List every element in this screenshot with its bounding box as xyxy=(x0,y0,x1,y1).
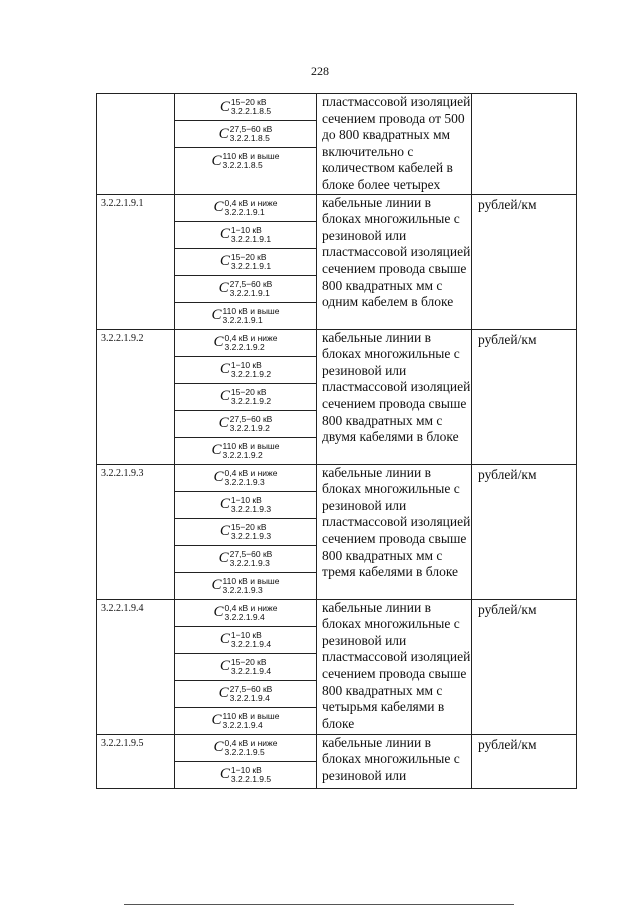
unit-label: рублей/км xyxy=(478,601,537,617)
table-row xyxy=(97,94,577,195)
unit-cell xyxy=(472,194,577,329)
rate-symbol xyxy=(214,199,278,217)
tariff-table-body xyxy=(97,94,577,789)
unit-label: рублей/км xyxy=(478,466,537,482)
rate-symbol-letter: C xyxy=(218,415,229,432)
symbol-index: 3.2.2.1.9.1 xyxy=(230,233,272,244)
rate-symbol-letter: C xyxy=(219,361,230,378)
item-code: 3.2.2.1.9.3 xyxy=(101,467,144,479)
rate-symbol xyxy=(212,577,280,595)
voltage-label: 27,5−60 кВ xyxy=(229,548,273,559)
rate-symbol xyxy=(214,739,278,757)
symbol-index: 3.2.2.1.9.3 xyxy=(222,584,263,595)
symbol-index: 3.2.2.1.9.4 xyxy=(230,665,272,676)
rate-symbol xyxy=(214,469,278,487)
rate-symbol-indices xyxy=(231,658,271,676)
voltage-label: 110 кВ и выше xyxy=(222,151,280,161)
rate-symbol xyxy=(219,280,273,298)
voltage-label: 27,5−60 кВ xyxy=(229,413,273,424)
rate-symbol-indices xyxy=(223,442,280,460)
symbol-index: 3.2.2.1.9.1 xyxy=(222,314,263,325)
symbol-line xyxy=(175,411,316,438)
voltage-label: 110 кВ и выше xyxy=(222,710,280,721)
item-description: кабельные линии в блоках многожильные с резиновой или пластмассовой изоляцией сечением провода свыше 800 квадратных мм с одним кабелем в блоке xyxy=(322,194,471,310)
voltage-label: 1−10 кВ xyxy=(230,224,262,235)
symbol-list xyxy=(175,600,316,734)
unit-cell xyxy=(472,734,577,788)
rate-symbol-letter: C xyxy=(211,712,222,729)
rate-symbol-letter: C xyxy=(213,334,224,351)
symbol-index: 3.2.2.1.9.3 xyxy=(230,530,272,541)
table-row xyxy=(97,599,577,734)
unit-label: рублей/км xyxy=(478,736,537,752)
rate-symbol-indices xyxy=(225,604,278,622)
rate-symbol-indices xyxy=(231,361,271,379)
rate-symbol-letter: C xyxy=(219,226,230,243)
symbol-index: 3.2.2.1.9.4 xyxy=(222,719,263,730)
symbol-line xyxy=(175,438,316,464)
rate-symbol-letter: C xyxy=(219,658,230,675)
symbol-index: 3.2.2.1.9.4 xyxy=(224,611,265,622)
rate-symbol-letter: C xyxy=(213,469,224,486)
rate-symbol-letter: C xyxy=(219,388,230,405)
table-row xyxy=(97,464,577,599)
voltage-label: 15−20 кВ xyxy=(230,656,267,667)
rate-symbol xyxy=(220,388,271,406)
rate-symbol-indices xyxy=(231,766,271,784)
rate-symbol-letter: C xyxy=(213,604,224,621)
item-code: 3.2.2.1.9.1 xyxy=(101,197,144,209)
rate-symbol xyxy=(220,361,271,379)
symbol-cell xyxy=(175,734,317,788)
voltage-label: 0,4 кВ и ниже xyxy=(224,737,278,748)
voltage-label: 27,5−60 кВ xyxy=(229,124,273,134)
symbol-cell xyxy=(175,329,317,464)
symbol-line xyxy=(175,519,316,546)
rate-symbol-letter: C xyxy=(213,739,224,756)
rate-symbol-letter: C xyxy=(218,280,229,297)
symbol-index: 3.2.2.1.8.5 xyxy=(229,133,270,143)
rate-symbol xyxy=(212,442,280,460)
symbol-line xyxy=(175,762,316,788)
symbol-index: 3.2.2.1.8.5 xyxy=(230,106,272,116)
rate-symbol-letter: C xyxy=(219,496,230,513)
symbol-cell xyxy=(175,599,317,734)
item-description: пластмассовой изоляцией сечением провода от 500 до 800 квадратных мм включительно с количеством кабелей в блоке более четырех xyxy=(322,94,471,192)
table-row xyxy=(97,194,577,329)
symbol-line xyxy=(175,654,316,681)
symbol-index: 3.2.2.1.9.5 xyxy=(224,746,265,757)
code-cell xyxy=(97,94,175,195)
rate-symbol xyxy=(220,658,271,676)
rate-symbol-indices xyxy=(230,685,273,703)
symbol-index: 3.2.2.1.9.1 xyxy=(229,287,270,298)
rate-symbol-indices xyxy=(231,523,271,541)
rate-symbol-indices xyxy=(225,334,278,352)
rate-symbol xyxy=(220,523,271,541)
symbol-cell xyxy=(175,194,317,329)
tariff-table xyxy=(96,93,577,789)
rate-symbol-indices xyxy=(223,712,280,730)
voltage-label: 27,5−60 кВ xyxy=(229,683,273,694)
symbol-list xyxy=(175,735,316,788)
symbol-line xyxy=(175,121,316,148)
symbol-line xyxy=(175,384,316,411)
symbol-index: 3.2.2.1.9.2 xyxy=(230,368,272,379)
rate-symbol-indices xyxy=(231,226,271,244)
voltage-label: 1−10 кВ xyxy=(230,764,262,775)
item-code: 3.2.2.1.9.4 xyxy=(101,602,144,614)
voltage-label: 1−10 кВ xyxy=(230,494,262,505)
rate-symbol-indices xyxy=(223,577,280,595)
item-code: 3.2.2.1.9.5 xyxy=(101,737,144,749)
page-number: 228 xyxy=(311,64,329,78)
rate-symbol xyxy=(219,550,273,568)
rate-symbol-indices xyxy=(223,152,280,170)
symbol-line xyxy=(175,546,316,573)
symbol-list xyxy=(175,94,316,174)
unit-label: рублей/км xyxy=(478,331,537,347)
rate-symbol-indices xyxy=(223,307,280,325)
rate-symbol-letter: C xyxy=(219,523,230,540)
item-code: 3.2.2.1.9.2 xyxy=(101,332,144,344)
symbol-index: 3.2.2.1.9.1 xyxy=(224,206,265,217)
description-cell xyxy=(317,599,472,734)
symbol-line xyxy=(175,330,316,357)
symbol-line xyxy=(175,303,316,329)
code-cell xyxy=(97,464,175,599)
voltage-label: 110 кВ и выше xyxy=(222,305,280,316)
voltage-label: 15−20 кВ xyxy=(230,251,267,262)
rate-symbol xyxy=(220,496,271,514)
description-cell xyxy=(317,194,472,329)
voltage-label: 15−20 кВ xyxy=(230,521,267,532)
symbol-index: 3.2.2.1.9.2 xyxy=(224,341,265,352)
symbol-index: 3.2.2.1.9.5 xyxy=(230,773,272,784)
voltage-label: 1−10 кВ xyxy=(230,359,262,370)
unit-cell xyxy=(472,94,577,195)
voltage-label: 15−20 кВ xyxy=(230,97,267,107)
symbol-line xyxy=(175,148,316,174)
symbol-line xyxy=(175,357,316,384)
table-row xyxy=(97,734,577,788)
code-cell xyxy=(97,599,175,734)
symbol-line xyxy=(175,708,316,734)
voltage-label: 0,4 кВ и ниже xyxy=(224,467,278,478)
unit-cell xyxy=(472,329,577,464)
item-description: кабельные линии в блоках многожильные с резиновой или пластмассовой изоляцией сечением провода свыше 800 квадратных мм с четырьмя кабелями в блоке xyxy=(322,599,471,731)
symbol-line xyxy=(175,94,316,121)
symbol-cell xyxy=(175,464,317,599)
unit-cell xyxy=(472,464,577,599)
description-cell xyxy=(317,94,472,195)
symbol-index: 3.2.2.1.9.3 xyxy=(229,557,270,568)
rate-symbol-letter: C xyxy=(219,631,230,648)
rate-symbol-indices xyxy=(231,253,271,271)
symbol-index: 3.2.2.1.9.1 xyxy=(230,260,272,271)
rate-symbol-indices xyxy=(230,550,273,568)
unit-label: рублей/км xyxy=(478,196,537,212)
item-code xyxy=(97,94,174,97)
item-description: кабельные линии в блоках многожильные с резиновой или xyxy=(322,734,460,783)
rate-symbol-letter: C xyxy=(218,685,229,702)
rate-symbol-indices xyxy=(230,415,273,433)
unit-label xyxy=(472,94,576,96)
symbol-line xyxy=(175,249,316,276)
voltage-label: 0,4 кВ и ниже xyxy=(224,602,278,613)
rate-symbol-letter: C xyxy=(219,766,230,783)
symbol-index: 3.2.2.1.9.4 xyxy=(229,692,270,703)
voltage-label: 15−20 кВ xyxy=(230,386,267,397)
rate-symbol-indices xyxy=(231,388,271,406)
symbol-line xyxy=(175,492,316,519)
rate-symbol-indices xyxy=(225,199,278,217)
rate-symbol-indices xyxy=(230,280,273,298)
rate-symbol xyxy=(220,253,271,271)
rate-symbol-indices xyxy=(231,496,271,514)
rate-symbol xyxy=(219,125,273,143)
rate-symbol-indices xyxy=(230,125,273,143)
description-cell xyxy=(317,464,472,599)
rate-symbol xyxy=(219,685,273,703)
rate-symbol-letter: C xyxy=(219,253,230,270)
symbol-line xyxy=(175,573,316,599)
symbol-list xyxy=(175,195,316,329)
symbol-list xyxy=(175,330,316,464)
symbol-index: 3.2.2.1.9.2 xyxy=(222,449,263,460)
table-row xyxy=(97,329,577,464)
voltage-label: 0,4 кВ и ниже xyxy=(224,332,278,343)
symbol-list xyxy=(175,465,316,599)
symbol-line xyxy=(175,681,316,708)
rate-symbol-letter: C xyxy=(218,550,229,567)
rate-symbol-letter: C xyxy=(211,577,222,594)
rate-symbol xyxy=(220,226,271,244)
rate-symbol xyxy=(212,712,280,730)
rate-symbol-letter: C xyxy=(211,442,222,459)
rate-symbol xyxy=(212,152,280,170)
symbol-line xyxy=(175,600,316,627)
rate-symbol-letter: C xyxy=(211,152,222,169)
rate-symbol xyxy=(220,766,271,784)
symbol-line xyxy=(175,465,316,492)
symbol-line xyxy=(175,276,316,303)
rate-symbol-indices xyxy=(225,739,278,757)
rate-symbol-letter: C xyxy=(218,125,229,142)
rate-symbol xyxy=(214,604,278,622)
voltage-label: 110 кВ и выше xyxy=(222,440,280,451)
symbol-index: 3.2.2.1.8.5 xyxy=(222,160,263,170)
voltage-label: 0,4 кВ и ниже xyxy=(224,197,278,208)
description-cell xyxy=(317,734,472,788)
rate-symbol xyxy=(220,98,271,116)
code-cell xyxy=(97,734,175,788)
code-cell xyxy=(97,194,175,329)
symbol-line xyxy=(175,222,316,249)
description-cell xyxy=(317,329,472,464)
symbol-cell xyxy=(175,94,317,195)
symbol-line xyxy=(175,627,316,654)
item-description: кабельные линии в блоках многожильные с резиновой или пластмассовой изоляцией сечением провода свыше 800 квадратных мм с двумя кабелями в блоке xyxy=(322,329,471,445)
rate-symbol-indices xyxy=(231,98,271,116)
rate-symbol-letter: C xyxy=(219,98,230,115)
rate-symbol-letter: C xyxy=(213,199,224,216)
unit-cell xyxy=(472,599,577,734)
rate-symbol xyxy=(219,415,273,433)
rate-symbol xyxy=(214,334,278,352)
symbol-line xyxy=(175,195,316,222)
rate-symbol-indices xyxy=(231,631,271,649)
voltage-label: 27,5−60 кВ xyxy=(229,278,273,289)
rate-symbol xyxy=(220,631,271,649)
symbol-index: 3.2.2.1.9.2 xyxy=(229,422,270,433)
code-cell xyxy=(97,329,175,464)
symbol-index: 3.2.2.1.9.3 xyxy=(224,476,265,487)
symbol-index: 3.2.2.1.9.4 xyxy=(230,638,272,649)
rate-symbol xyxy=(212,307,280,325)
symbol-line xyxy=(175,735,316,762)
voltage-label: 1−10 кВ xyxy=(230,629,262,640)
symbol-index: 3.2.2.1.9.3 xyxy=(230,503,272,514)
voltage-label: 110 кВ и выше xyxy=(222,575,280,586)
rate-symbol-indices xyxy=(225,469,278,487)
rate-symbol-letter: C xyxy=(211,307,222,324)
item-description: кабельные линии в блоках многожильные с резиновой или пластмассовой изоляцией сечением провода свыше 800 квадратных мм с тремя кабелями в блоке xyxy=(322,464,471,580)
symbol-index: 3.2.2.1.9.2 xyxy=(230,395,272,406)
